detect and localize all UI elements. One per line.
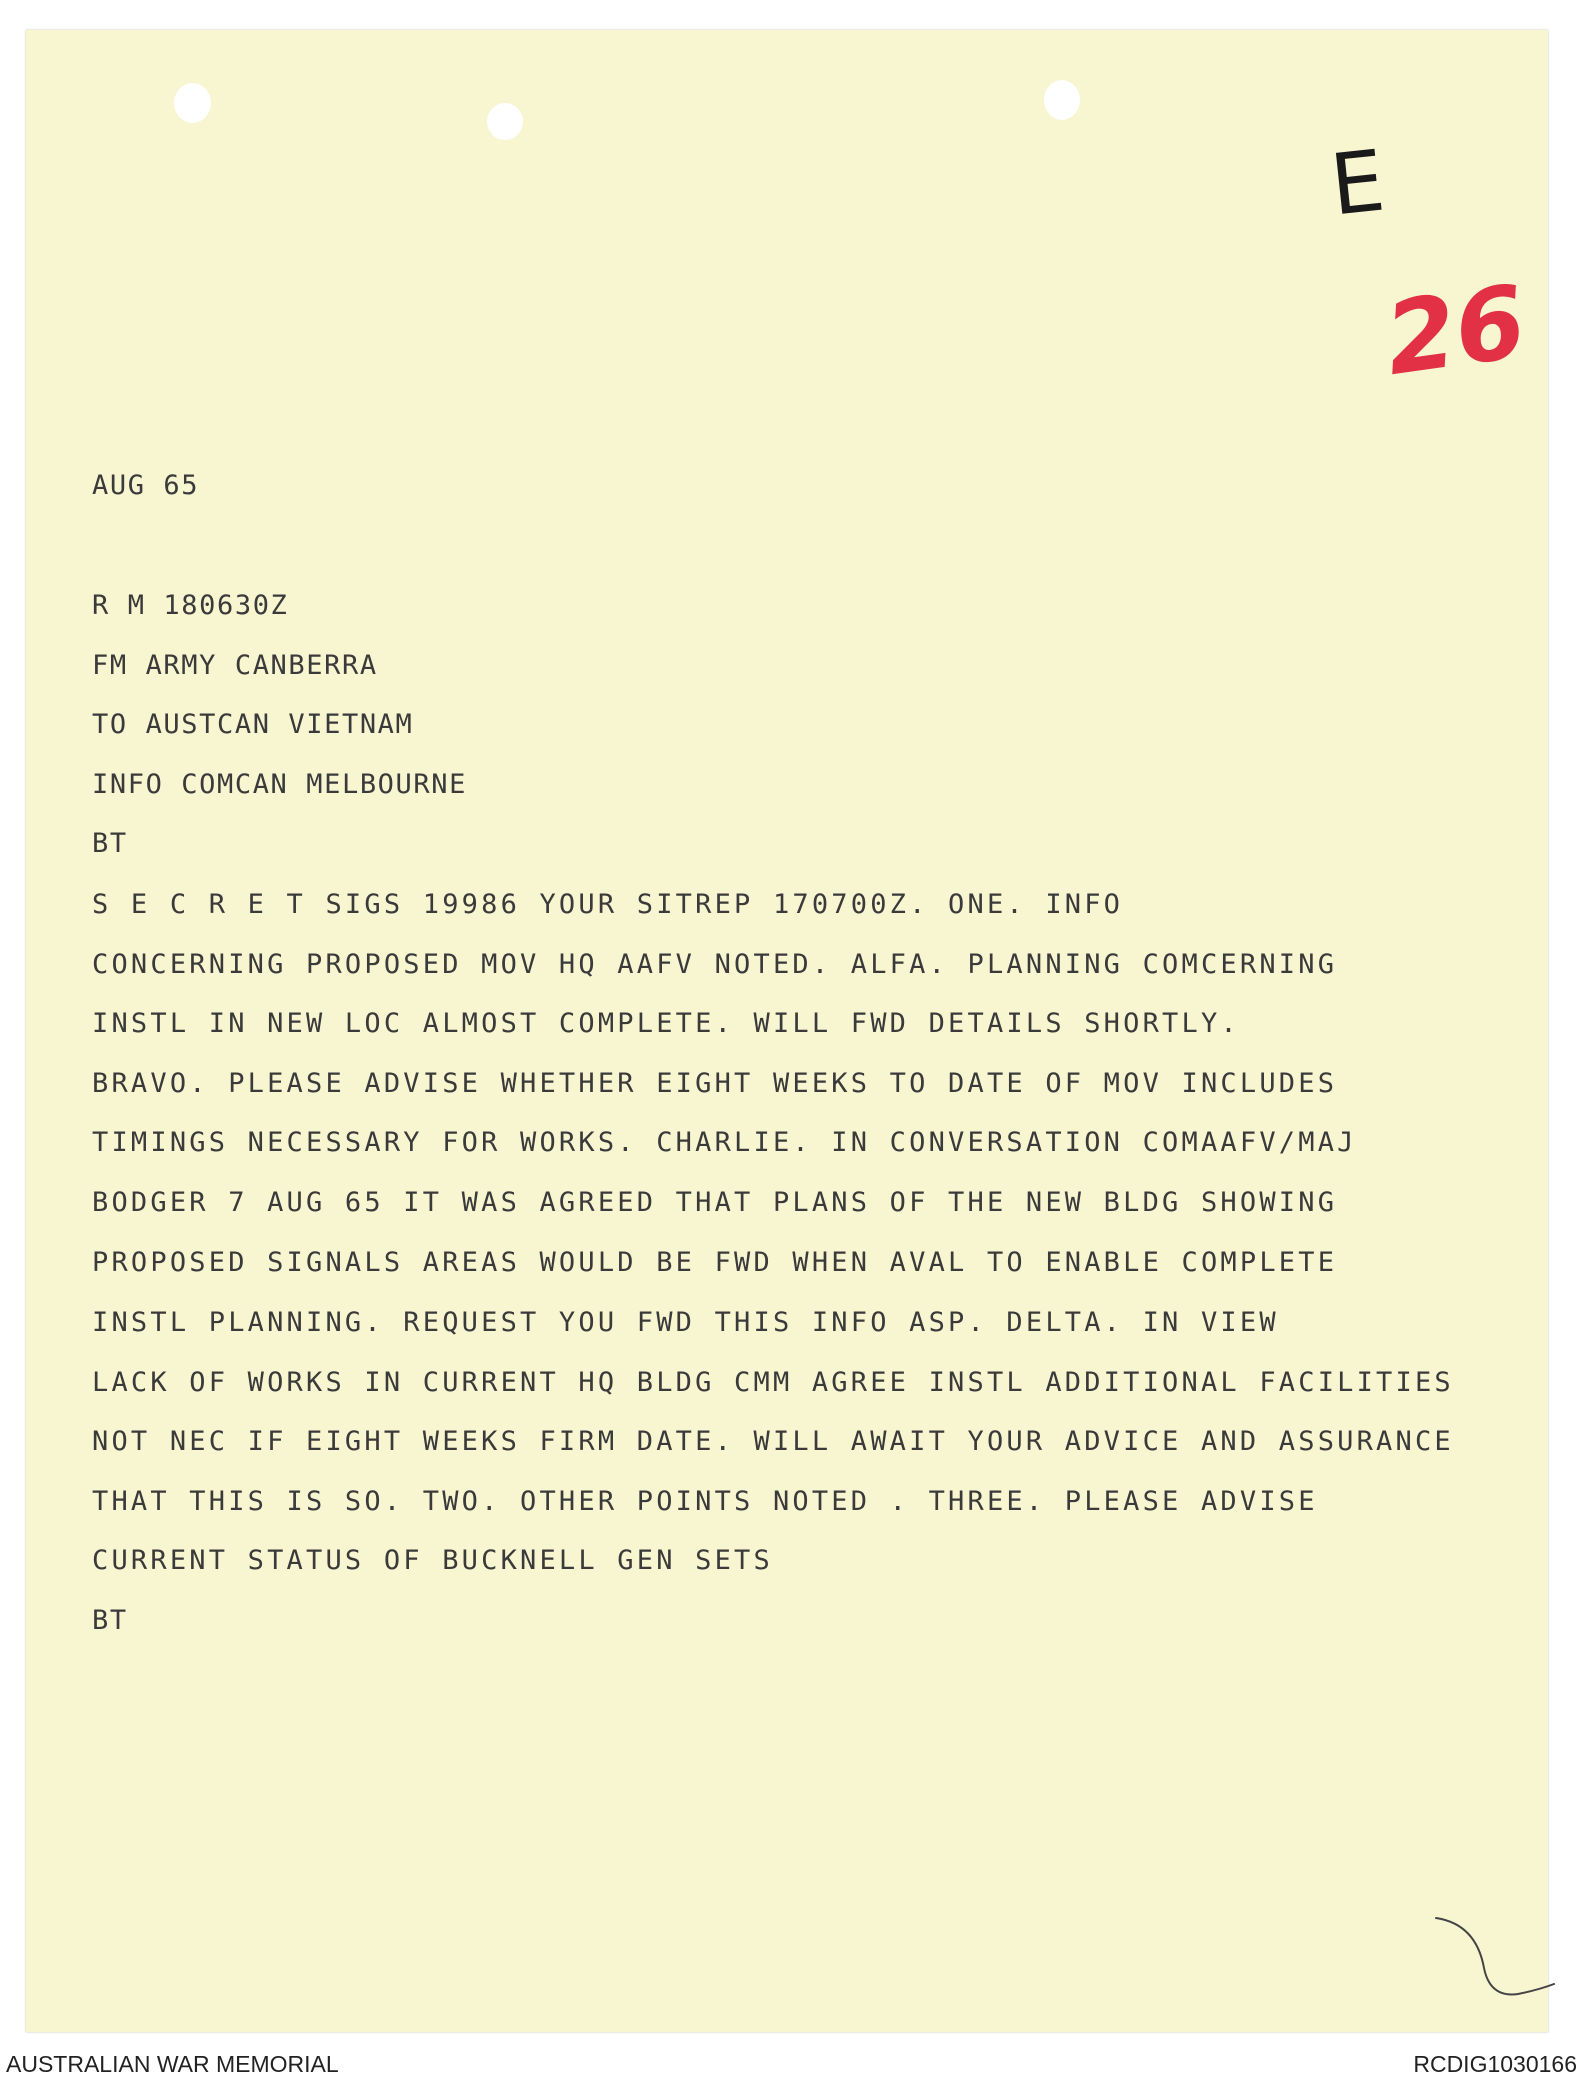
break-marker: BT	[92, 828, 128, 859]
body-line: NOT NEC IF EIGHT WEEKS FIRM DATE. WILL AWAIT YOUR ADVICE AND ASSURANCE	[92, 1426, 1454, 1457]
body-line: TIMINGS NECESSARY FOR WORKS. CHARLIE. IN CONVERSATION COMAAFV/MAJ	[92, 1127, 1357, 1158]
date-line: AUG 65	[92, 470, 200, 501]
handwritten-page-number: 26	[1378, 262, 1533, 399]
footer-record-id: RCDIG1030166	[1413, 2051, 1577, 2077]
body-line: INSTL IN NEW LOC ALMOST COMPLETE. WILL FWD DETAILS SHORTLY.	[92, 1008, 1240, 1039]
routing-to: TO AUSTCAN VIETNAM	[92, 709, 414, 740]
punch-hole	[174, 83, 211, 123]
body-line: S E C R E T SIGS 19986 YOUR SITREP 170700Z. ONE. INFO	[92, 889, 1124, 920]
routing-datetime: R M 180630Z	[92, 590, 289, 621]
footer-archive-name: AUSTRALIAN WAR MEMORIAL	[6, 2051, 339, 2077]
body-line: LACK OF WORKS IN CURRENT HQ BLDG CMM AGREE INSTL ADDITIONAL FACILITIES	[92, 1367, 1454, 1398]
handwritten-letter-mark: E	[1326, 131, 1390, 235]
routing-info: INFO COMCAN MELBOURNE	[92, 769, 467, 800]
closing-break-marker: BT	[92, 1605, 128, 1636]
routing-from: FM ARMY CANBERRA	[92, 650, 378, 681]
punch-hole	[1044, 80, 1080, 120]
body-line: BODGER 7 AUG 65 IT WAS AGREED THAT PLANS OF THE NEW BLDG SHOWING	[92, 1187, 1338, 1218]
punch-hole	[487, 103, 523, 140]
pencil-corner-mark	[1406, 1910, 1556, 2020]
body-line: CONCERNING PROPOSED MOV HQ AAFV NOTED. ALFA. PLANNING COMCERNING	[92, 949, 1338, 980]
body-line: THAT THIS IS SO. TWO. OTHER POINTS NOTED . THREE. PLEASE ADVISE	[92, 1486, 1318, 1517]
body-line: INSTL PLANNING. REQUEST YOU FWD THIS INFO ASP. DELTA. IN VIEW	[92, 1307, 1279, 1338]
body-line: BRAVO. PLEASE ADVISE WHETHER EIGHT WEEKS TO DATE OF MOV INCLUDES	[92, 1068, 1338, 1099]
body-line: PROPOSED SIGNALS AREAS WOULD BE FWD WHEN AVAL TO ENABLE COMPLETE	[92, 1247, 1338, 1278]
body-line: CURRENT STATUS OF BUCKNELL GEN SETS	[92, 1545, 773, 1576]
